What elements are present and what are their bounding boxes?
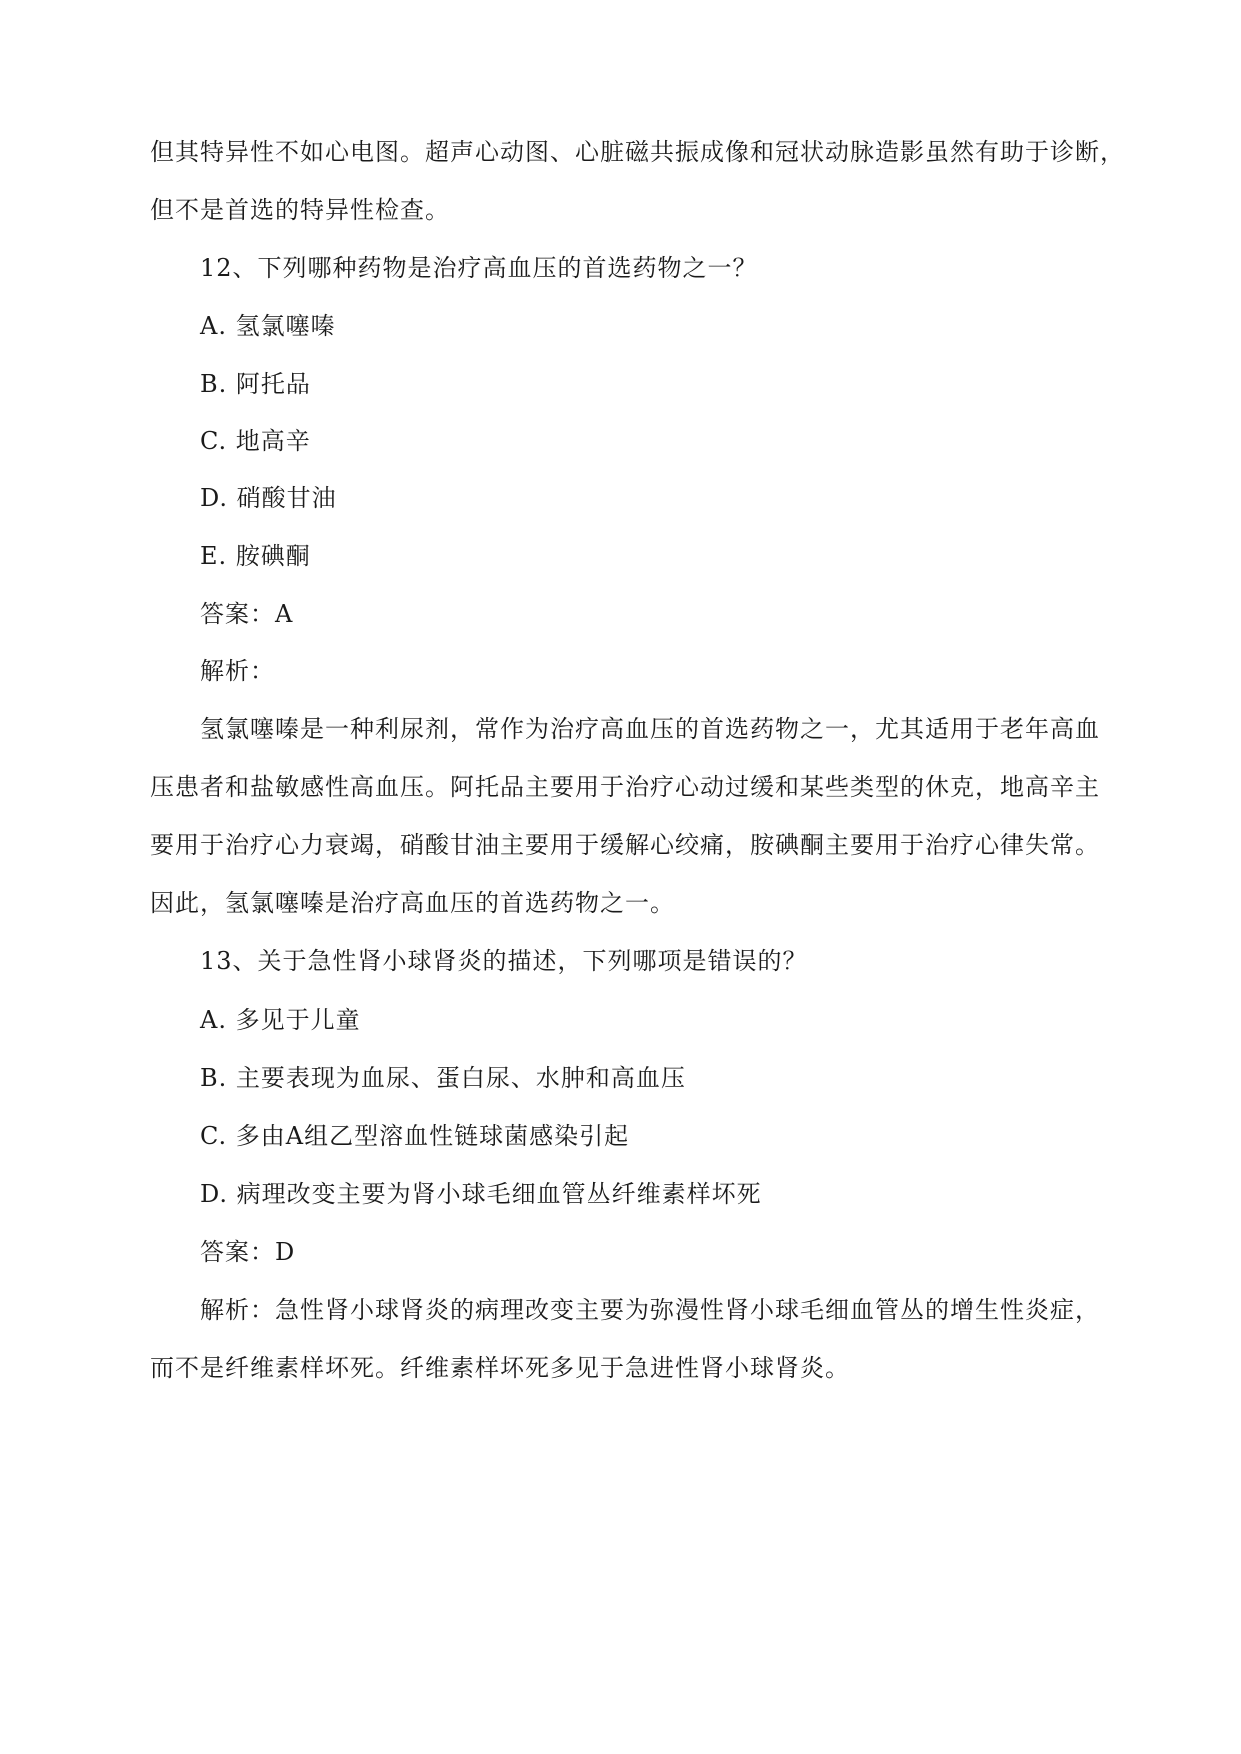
analysis-line: 解析：急性肾小球肾炎的病理改变主要为弥漫性肾小球毛细血管丛的增生性炎症， [200,1296,1100,1324]
paragraph-line: 但其特异性不如心电图。超声心动图、心脏磁共振成像和冠状动脉造影虽然有助于诊断， [150,138,1125,166]
paragraph-line: 但不是首选的特异性检查。 [150,196,450,224]
analysis-line: 而不是纤维素样坏死。纤维素样坏死多见于急进性肾小球肾炎。 [150,1354,850,1382]
option-c: C. 多由A组乙型溶血性链球菌感染引起 [200,1122,630,1150]
option-a: A. 氢氯噻嗪 [200,312,336,340]
analysis-line: 压患者和盐敏感性高血压。阿托品主要用于治疗心动过缓和某些类型的休克，地高辛主 [150,773,1100,801]
option-a: A. 多见于儿童 [200,1006,361,1034]
analysis-line: 要用于治疗心力衰竭，硝酸甘油主要用于缓解心绞痛，胺碘酮主要用于治疗心律失常。 [150,831,1100,859]
analysis-line: 氢氯噻嗪是一种利尿剂，常作为治疗高血压的首选药物之一，尤其适用于老年高血 [200,715,1100,743]
option-d: D. 病理改变主要为肾小球毛细血管丛纤维素样坏死 [200,1180,762,1208]
option-d: D. 硝酸甘油 [200,484,337,512]
option-b: B. 阿托品 [200,370,311,398]
option-e: E. 胺碘酮 [200,542,311,570]
option-b: B. 主要表现为血尿、蛋白尿、水肿和高血压 [200,1064,686,1092]
question-stem: 13、关于急性肾小球肾炎的描述，下列哪项是错误的？ [200,947,808,975]
analysis-line: 因此，氢氯噻嗪是治疗高血压的首选药物之一。 [150,889,675,917]
question-stem: 12、下列哪种药物是治疗高血压的首选药物之一？ [200,254,758,282]
answer: 答案：A [200,600,294,628]
option-c: C. 地高辛 [200,427,311,455]
answer: 答案：D [200,1238,296,1266]
analysis-label: 解析： [200,657,275,685]
